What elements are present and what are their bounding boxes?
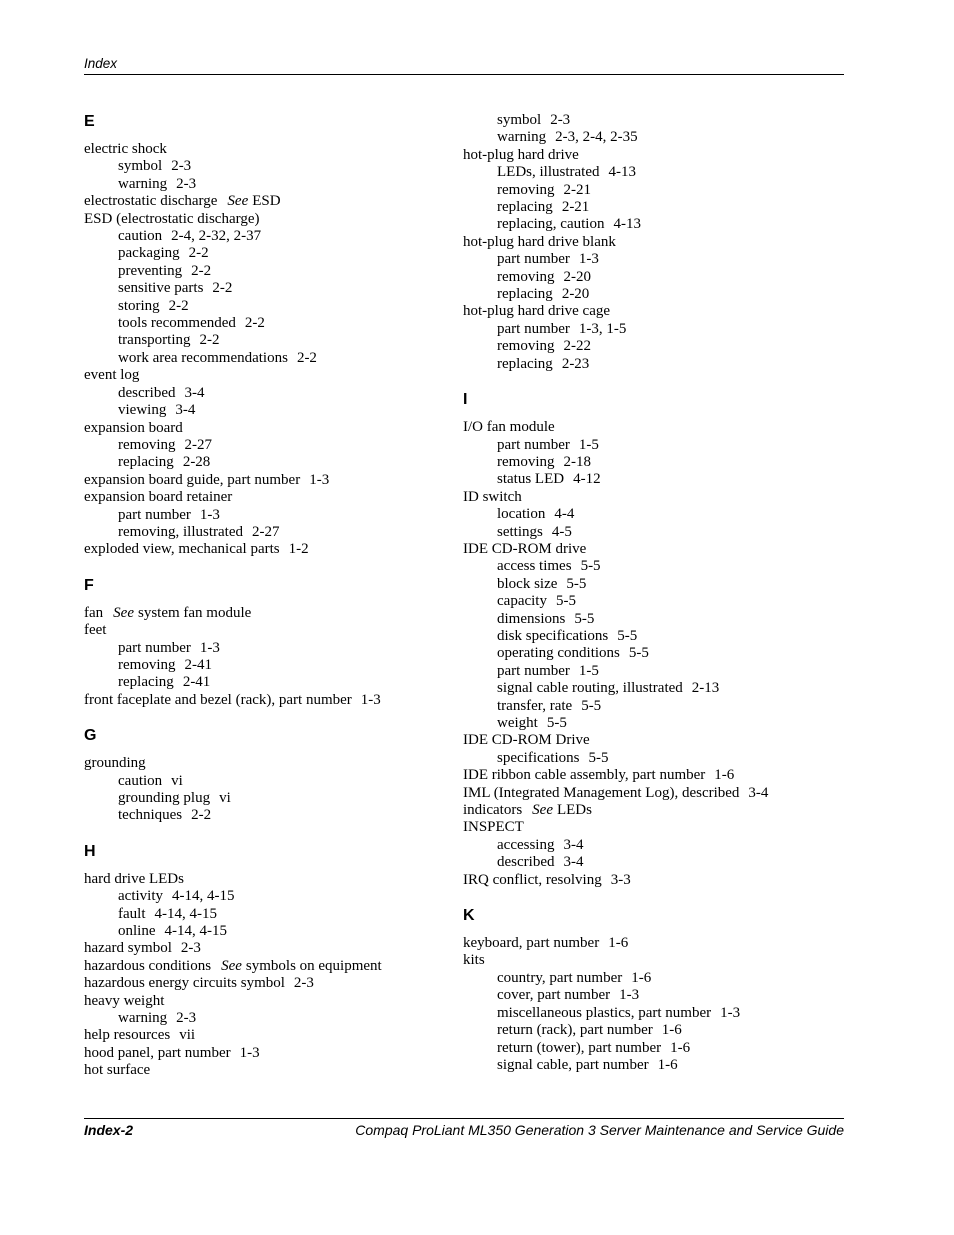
page-reference: 2-2 bbox=[244, 315, 265, 332]
index-entry bbox=[463, 541, 853, 558]
entry-term: hazardous energy circuits symbol bbox=[84, 975, 285, 992]
entry-term: IML (Integrated Management Log), described bbox=[463, 784, 740, 801]
index-subentry bbox=[84, 176, 454, 193]
index-subentry bbox=[463, 715, 853, 732]
index-subentry bbox=[463, 199, 853, 216]
page-reference: 1-3 bbox=[619, 987, 640, 1004]
index-column-left bbox=[84, 112, 454, 1097]
entry-term: replacing bbox=[497, 199, 553, 216]
entry-term: sensitive parts bbox=[118, 280, 204, 297]
index-entry bbox=[463, 234, 853, 251]
index-entry bbox=[463, 802, 853, 819]
index-subentry bbox=[84, 402, 454, 419]
entry-term: hot-plug hard drive cage bbox=[463, 303, 611, 320]
entry-term: online bbox=[118, 923, 156, 940]
entry-term: help resources bbox=[84, 1027, 171, 1044]
entry-term: keyboard, part number bbox=[463, 935, 600, 952]
entry-term: warning bbox=[497, 129, 547, 146]
entry-term: part number bbox=[118, 506, 191, 523]
entry-term: described bbox=[497, 854, 555, 871]
page-reference: 1-3 bbox=[720, 1004, 741, 1021]
index-subentry bbox=[463, 506, 853, 523]
entry-term: return (tower), part number bbox=[497, 1039, 662, 1056]
see-target: ESD bbox=[252, 193, 281, 210]
page-reference: 1-3 bbox=[309, 471, 330, 488]
index-entry bbox=[84, 692, 454, 709]
index-entry bbox=[463, 819, 853, 836]
see-reference: See bbox=[221, 957, 242, 974]
page-footer bbox=[84, 1118, 844, 1139]
index-section bbox=[84, 842, 454, 1080]
index-subentry bbox=[463, 1005, 853, 1022]
page-reference: 5-5 bbox=[574, 610, 595, 627]
index-subentry bbox=[463, 356, 853, 373]
entry-term: front faceplate and bezel (rack), part number bbox=[84, 691, 352, 708]
entry-term: removing bbox=[118, 436, 176, 453]
entry-term: part number bbox=[497, 436, 570, 453]
index-entry bbox=[463, 303, 853, 320]
page-reference: 2-2 bbox=[212, 280, 233, 297]
page-reference: 2-22 bbox=[563, 338, 591, 355]
entry-term: preventing bbox=[118, 262, 183, 279]
entry-term: expansion board guide, part number bbox=[84, 471, 301, 488]
index-subentry bbox=[463, 576, 853, 593]
page-reference: 4-14, 4-15 bbox=[164, 923, 227, 940]
page-reference: 2-18 bbox=[563, 453, 591, 470]
entry-term: location bbox=[497, 506, 546, 523]
index-entry bbox=[84, 141, 454, 158]
index-subentry bbox=[84, 1010, 454, 1027]
entry-term: symbol bbox=[118, 158, 163, 175]
index-subentry bbox=[84, 263, 454, 280]
index-subentry bbox=[463, 251, 853, 268]
entry-term: country, part number bbox=[497, 969, 623, 986]
entry-term: hard drive LEDs bbox=[84, 870, 184, 887]
index-entry bbox=[463, 872, 853, 889]
entry-term: warning bbox=[118, 1010, 168, 1027]
index-section bbox=[463, 390, 853, 889]
entry-term: described bbox=[118, 384, 176, 401]
entry-term: signal cable, part number bbox=[497, 1056, 649, 1073]
entry-term: expansion board bbox=[84, 419, 183, 436]
index-subentry bbox=[463, 680, 853, 697]
index-entry bbox=[84, 472, 454, 489]
entry-term: IRQ conflict, resolving bbox=[463, 871, 602, 888]
index-subentry bbox=[463, 837, 853, 854]
entry-term: replacing bbox=[118, 674, 174, 691]
page-reference: 4-14, 4-15 bbox=[154, 905, 217, 922]
page-reference: 2-2 bbox=[168, 297, 189, 314]
see-target: system fan module bbox=[137, 604, 252, 621]
index-entry bbox=[84, 211, 454, 228]
entry-term: fan bbox=[84, 604, 104, 621]
entry-term: miscellaneous plastics, part number bbox=[497, 1004, 712, 1021]
index-subentry bbox=[84, 640, 454, 657]
index-entry bbox=[84, 958, 454, 975]
page-reference: 2-27 bbox=[184, 436, 212, 453]
page-reference: 2-23 bbox=[561, 355, 590, 372]
page-reference: 2-20 bbox=[561, 286, 590, 303]
page-reference: 2-20 bbox=[563, 268, 591, 285]
index-subentry bbox=[84, 790, 454, 807]
entry-term: part number bbox=[118, 639, 191, 656]
index-subentry bbox=[84, 657, 454, 674]
entry-term: weight bbox=[497, 715, 538, 731]
entry-term: techniques bbox=[118, 807, 183, 824]
entry-term: part number bbox=[497, 662, 570, 679]
entry-term: status LED bbox=[497, 471, 565, 488]
entry-term: operating conditions bbox=[497, 645, 620, 662]
index-subentry bbox=[84, 245, 454, 262]
entry-term: disk specifications bbox=[497, 627, 609, 644]
page-reference: 1-5 bbox=[578, 436, 599, 453]
index-subentry bbox=[463, 663, 853, 680]
page-reference: 2-4, 2-32, 2-37 bbox=[171, 228, 262, 245]
index-subentry bbox=[84, 807, 454, 824]
page-reference: vi bbox=[171, 772, 183, 789]
index-column-right bbox=[463, 112, 853, 1091]
entry-term: grounding bbox=[84, 755, 146, 772]
page-reference: 5-5 bbox=[566, 575, 587, 592]
entry-term: exploded view, mechanical parts bbox=[84, 541, 280, 558]
index-entry bbox=[463, 935, 853, 952]
index-entry bbox=[84, 420, 454, 437]
index-subentry bbox=[84, 228, 454, 245]
index-subentry bbox=[463, 593, 853, 610]
entry-term: heavy weight bbox=[84, 992, 165, 1009]
page-reference: 2-2 bbox=[188, 245, 209, 262]
entry-term: cover, part number bbox=[497, 987, 611, 1004]
index-subentry bbox=[463, 970, 853, 987]
footer-page-number: Index-2 bbox=[84, 1122, 134, 1138]
entry-term: activity bbox=[118, 888, 163, 905]
index-entry bbox=[84, 993, 454, 1010]
entry-term: part number bbox=[497, 320, 570, 337]
index-entry bbox=[84, 367, 454, 384]
entry-term: storing bbox=[118, 297, 160, 314]
entry-term: INSPECT bbox=[463, 819, 524, 836]
entry-term: caution bbox=[118, 228, 163, 245]
entry-term: indicators bbox=[463, 802, 523, 819]
index-section bbox=[463, 112, 853, 373]
page-reference: 1-2 bbox=[288, 541, 309, 558]
page-reference: 1-5 bbox=[578, 662, 599, 679]
index-subentry bbox=[463, 471, 853, 488]
entry-term: fault bbox=[118, 905, 146, 922]
index-entry bbox=[84, 1045, 454, 1062]
index-entry bbox=[84, 975, 454, 992]
entry-term: specifications bbox=[497, 749, 580, 766]
entry-term: settings bbox=[497, 523, 543, 540]
index-subentry bbox=[463, 524, 853, 541]
entry-term: removing, illustrated bbox=[118, 523, 243, 540]
entry-term: replacing, caution bbox=[497, 216, 605, 233]
index-subentry bbox=[463, 628, 853, 645]
index-subentry bbox=[84, 674, 454, 691]
index-subentry bbox=[84, 298, 454, 315]
page-reference: 3-4 bbox=[184, 384, 205, 401]
index-subentry bbox=[84, 923, 454, 940]
page-header bbox=[84, 56, 844, 75]
index-subentry bbox=[463, 129, 853, 146]
index-entry bbox=[84, 193, 454, 210]
index-subentry bbox=[463, 1022, 853, 1039]
entry-term: replacing bbox=[118, 454, 174, 471]
entry-term: IDE ribbon cable assembly, part number bbox=[463, 767, 706, 784]
index-entry bbox=[84, 1062, 454, 1079]
see-target: symbols on equipment bbox=[245, 957, 382, 974]
index-subentry bbox=[463, 269, 853, 286]
index-subentry bbox=[84, 437, 454, 454]
page-reference: 1-6 bbox=[631, 969, 652, 986]
index-subentry bbox=[463, 1040, 853, 1057]
entry-term: removing bbox=[497, 338, 555, 355]
index-subentry bbox=[84, 158, 454, 175]
index-subentry bbox=[84, 332, 454, 349]
index-section bbox=[84, 576, 454, 709]
page-reference: 2-2 bbox=[191, 262, 212, 279]
page-reference: 1-6 bbox=[714, 767, 735, 784]
entry-term: viewing bbox=[118, 402, 167, 419]
entry-term: hazard symbol bbox=[84, 940, 172, 957]
page-reference: 4-5 bbox=[551, 523, 572, 540]
section-letter: I bbox=[463, 391, 468, 409]
page-reference: 1-6 bbox=[661, 1022, 682, 1039]
index-entry bbox=[84, 605, 454, 622]
entry-term: LEDs, illustrated bbox=[497, 164, 600, 181]
entry-term: electric shock bbox=[84, 141, 167, 157]
entry-term: caution bbox=[118, 772, 163, 789]
index-subentry bbox=[84, 524, 454, 541]
page-reference: 2-13 bbox=[691, 680, 720, 697]
index-entry bbox=[84, 871, 454, 888]
entry-term: hot-plug hard drive blank bbox=[463, 233, 616, 250]
index-subentry bbox=[463, 321, 853, 338]
entry-term: ESD (electrostatic discharge) bbox=[84, 210, 260, 227]
index-subentry bbox=[463, 164, 853, 181]
index-subentry bbox=[463, 645, 853, 662]
entry-term: replacing bbox=[497, 355, 553, 372]
page-reference: 1-6 bbox=[670, 1039, 691, 1056]
section-letter: E bbox=[84, 113, 95, 130]
page-reference: 5-5 bbox=[546, 715, 567, 731]
entry-term: signal cable routing, illustrated bbox=[497, 680, 683, 697]
page-reference: 2-41 bbox=[184, 656, 212, 673]
entry-term: capacity bbox=[497, 593, 547, 610]
index-entry bbox=[84, 755, 454, 772]
index-subentry bbox=[463, 182, 853, 199]
page-reference: 2-3 bbox=[176, 1010, 197, 1027]
index-subentry bbox=[84, 350, 454, 367]
page-reference: 2-3, 2-4, 2-35 bbox=[555, 129, 638, 146]
index-entry bbox=[84, 940, 454, 957]
entry-term: expansion board retainer bbox=[84, 489, 233, 506]
page-reference: 5-5 bbox=[581, 697, 602, 714]
index-subentry bbox=[84, 888, 454, 905]
page-reference: 1-6 bbox=[657, 1056, 678, 1073]
page-reference: 2-3 bbox=[176, 175, 197, 192]
entry-term: electrostatic discharge bbox=[84, 193, 218, 210]
page-reference: vi bbox=[219, 790, 231, 806]
page-reference: 4-13 bbox=[613, 216, 641, 233]
page-reference: 2-3 bbox=[293, 975, 314, 992]
page-reference: 5-5 bbox=[555, 593, 576, 610]
page-reference: 1-3 bbox=[360, 691, 381, 708]
index-subentry bbox=[463, 611, 853, 628]
entry-term: tools recommended bbox=[118, 315, 236, 332]
entry-term: hood panel, part number bbox=[84, 1044, 231, 1061]
index-subentry bbox=[463, 286, 853, 303]
index-entry bbox=[463, 732, 853, 749]
page-reference: vii bbox=[179, 1027, 196, 1044]
page-reference: 2-3 bbox=[180, 940, 201, 957]
entry-term: packaging bbox=[118, 245, 180, 262]
section-letter: G bbox=[84, 727, 97, 745]
page-reference: 2-2 bbox=[199, 332, 220, 349]
page-reference: 2-2 bbox=[296, 349, 317, 366]
page-reference: 2-41 bbox=[182, 674, 211, 691]
page-reference: 5-5 bbox=[617, 627, 638, 644]
index-subentry bbox=[463, 558, 853, 575]
index-subentry bbox=[463, 1057, 853, 1074]
entry-term: feet bbox=[84, 622, 107, 639]
index-subentry bbox=[463, 750, 853, 767]
entry-term: grounding plug bbox=[118, 790, 211, 806]
entry-term: kits bbox=[463, 952, 485, 969]
page-reference: 3-4 bbox=[563, 836, 584, 853]
page-reference: 3-4 bbox=[563, 854, 584, 871]
entry-term: removing bbox=[118, 656, 176, 673]
index-subentry bbox=[84, 507, 454, 524]
page-reference: 3-4 bbox=[748, 784, 769, 801]
index-subentry bbox=[463, 437, 853, 454]
index-entry bbox=[463, 147, 853, 164]
index-subentry bbox=[463, 454, 853, 471]
page-reference: 2-3 bbox=[171, 158, 192, 175]
index-subentry bbox=[84, 773, 454, 790]
index-subentry bbox=[463, 338, 853, 355]
index-subentry bbox=[463, 112, 853, 129]
entry-term: return (rack), part number bbox=[497, 1022, 653, 1039]
see-reference: See bbox=[227, 193, 249, 210]
page-reference: 1-3 bbox=[578, 251, 599, 268]
page-reference: 2-21 bbox=[561, 199, 590, 216]
page-reference: 1-3 bbox=[239, 1044, 260, 1061]
entry-term: part number bbox=[497, 251, 570, 268]
index-entry bbox=[463, 785, 853, 802]
entry-term: event log bbox=[84, 367, 140, 384]
entry-term: IDE CD-ROM Drive bbox=[463, 732, 590, 749]
page-reference: 4-14, 4-15 bbox=[172, 888, 235, 905]
section-letter: K bbox=[463, 907, 475, 925]
page-reference: 5-5 bbox=[580, 558, 601, 575]
index-subentry bbox=[84, 280, 454, 297]
index-section bbox=[84, 112, 454, 559]
page-reference: 3-4 bbox=[175, 402, 196, 419]
page-reference: 5-5 bbox=[628, 645, 649, 662]
entry-term: removing bbox=[497, 181, 555, 198]
entry-term: dimensions bbox=[497, 610, 566, 627]
entry-term: ID switch bbox=[463, 488, 522, 505]
page-reference: 1-3 bbox=[199, 639, 220, 656]
entry-term: replacing bbox=[497, 286, 553, 303]
entry-term: transfer, rate bbox=[497, 697, 573, 714]
entry-term: removing bbox=[497, 453, 555, 470]
entry-term: accessing bbox=[497, 836, 555, 853]
page-reference: 1-3 bbox=[199, 506, 220, 523]
page-reference: 2-28 bbox=[182, 454, 211, 471]
index-entry bbox=[463, 952, 853, 969]
see-target: LEDs bbox=[556, 802, 592, 819]
page-reference: 4-4 bbox=[554, 506, 575, 523]
entry-term: symbol bbox=[497, 112, 542, 128]
entry-term: hot surface bbox=[84, 1062, 151, 1079]
page-reference: 1-3, 1-5 bbox=[578, 320, 627, 337]
index-subentry bbox=[84, 315, 454, 332]
see-reference: See bbox=[532, 802, 553, 819]
index-subentry bbox=[84, 906, 454, 923]
index-entry bbox=[84, 1027, 454, 1044]
index-subentry bbox=[463, 698, 853, 715]
page-reference: 2-2 bbox=[191, 807, 212, 824]
entry-term: access times bbox=[497, 558, 572, 575]
header-title: Index bbox=[84, 56, 118, 71]
index-section bbox=[463, 906, 853, 1074]
page-reference: 5-5 bbox=[588, 749, 609, 766]
page-reference: 2-3 bbox=[550, 112, 571, 128]
index-entry bbox=[84, 622, 454, 639]
entry-term: warning bbox=[118, 175, 168, 192]
index-subentry bbox=[463, 216, 853, 233]
index-subentry bbox=[84, 454, 454, 471]
page-reference: 4-13 bbox=[608, 164, 636, 181]
index-section bbox=[84, 726, 454, 825]
entry-term: work area recommendations bbox=[118, 349, 288, 366]
entry-term: I/O fan module bbox=[463, 419, 555, 436]
index-entry bbox=[463, 489, 853, 506]
index-subentry bbox=[463, 987, 853, 1004]
entry-term: block size bbox=[497, 575, 558, 592]
page-reference: 2-27 bbox=[251, 523, 280, 540]
entry-term: removing bbox=[497, 268, 555, 285]
page-reference: 4-12 bbox=[573, 471, 601, 488]
page-reference: 3-3 bbox=[610, 871, 631, 888]
index-subentry bbox=[463, 854, 853, 871]
index-entry bbox=[84, 489, 454, 506]
index-entry bbox=[463, 419, 853, 436]
page-reference: 2-21 bbox=[563, 181, 591, 198]
entry-term: transporting bbox=[118, 332, 191, 349]
footer-book-title: Compaq ProLiant ML350 Generation 3 Server Maintenance and Service Guide bbox=[355, 1122, 844, 1138]
entry-term: IDE CD-ROM drive bbox=[463, 540, 587, 557]
index-entry bbox=[463, 767, 853, 784]
index-entry bbox=[84, 541, 454, 558]
section-letter: H bbox=[84, 842, 96, 860]
index-subentry bbox=[84, 385, 454, 402]
entry-term: hazardous conditions bbox=[84, 957, 212, 974]
page-reference: 1-6 bbox=[608, 935, 629, 952]
entry-term: hot-plug hard drive bbox=[463, 146, 579, 163]
section-letter: F bbox=[84, 576, 94, 594]
see-reference: See bbox=[113, 604, 134, 621]
